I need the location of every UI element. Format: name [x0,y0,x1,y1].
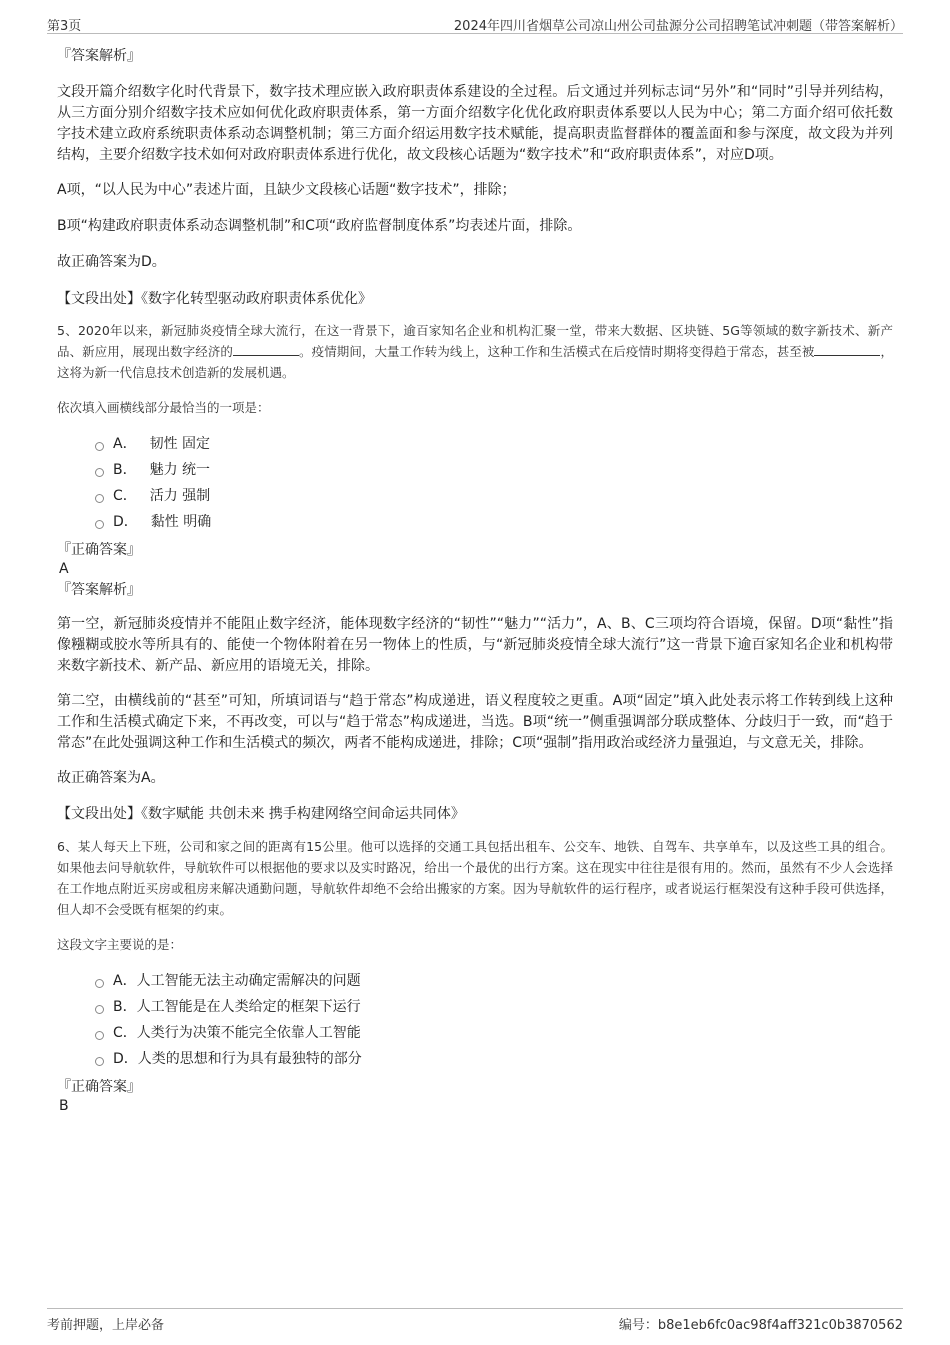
stem-part: 5、2020年以来，新冠肺炎疫情全球大流行，在这一背景下，逾百家知名企业和机构汇聚一堂，带来大数据、区块链、5G等领域的数字新技术、新产品、新应用，展现出数字经济的 [57,323,893,359]
header-divider [47,33,903,34]
radio-icon[interactable] [95,1057,104,1066]
correct-answer: B [59,1098,69,1114]
question-stem [57,320,893,383]
option-letter: C． [113,488,137,504]
radio-icon[interactable] [95,1031,104,1040]
footer-slogan: 考前押题，上岸必备 [47,1318,165,1333]
radio-icon[interactable] [95,494,104,503]
option-c[interactable] [95,483,893,509]
stem-part: 。疫情期间，大量工作转为线上，这种工作和生活模式在后疫情时期将变得趋于常态，甚至被 [298,344,815,359]
fill-blank [814,343,880,356]
source-citation: 【文段出处】《数字赋能 共创未来 携手构建网络空间命运共同体》 [57,806,465,822]
page-content [57,44,893,1115]
analysis-paragraph: B项“构建政府职责体系动态调整机制”和C项“政府监督制度体系”均表述片面，排除。 [57,218,582,234]
option-d[interactable] [95,1046,893,1072]
analysis-paragraph: 第一空，新冠肺炎疫情并不能阻止数字经济，能体现数字经济的“韧性”“魅力”“活力”，A、B、C三项均符合语境，保留。D项“黏性”指像糨糊或胶水等所具有的、能使一个物体附着在另一物体上的性质，与“新冠肺炎疫情全球大流行”这一背景下逾百家知名企业和机构带来数字新技术、新产品、新应用的语境无关，排除。 [57,616,893,674]
option-letter: A． [113,436,137,452]
option-text: 人工智能是在人类给定的框架下运行 [136,999,361,1015]
stem-part: ，这将为新一代信息技术创造新的发展机遇。 [57,344,893,380]
analysis-tag: 『答案解析』 [57,48,141,64]
answer-conclusion: 故正确答案为A。 [57,770,165,786]
page-number: 第3页 [47,19,82,34]
analysis-paragraph: 第二空，由横线前的“甚至”可知，所填词语与“趋于常态”构成递进，语义程度较之更重。A项“固定”填入此处表示将工作转到线上这种工作和生活模式确定下来，不再改变，可以与“趋于常态”构成递进，当选。B项“统一”侧重强调部分联成整体、分歧归于一致，而“趋于常态”在此处强调这种工作和生活模式的频次，两者不能构成递进，排除；C项“强制”指用政治或经济力量强迫，与文意无关，排除。 [57,693,893,751]
source-citation: 【文段出处】《数字化转型驱动政府职责体系优化》 [57,291,372,307]
option-a[interactable] [95,968,893,994]
option-letter: D． [113,514,138,530]
option-letter: C． [113,1025,137,1041]
question-prompt: 依次填入画横线部分最恰当的一项是： [57,400,270,415]
option-b[interactable] [95,994,893,1020]
question-stem: 6、某人每天上下班，公司和家之间的距离有15公里。他可以选择的交通工具包括出租车、公交车、地铁、自驾车、共享单车，以及这些工具的组合。如果他去问导航软件，导航软件可以根据他的要求以及实时路况，给出一个最优的出行方案。这在现实中往往是很有用的。然而，虽然有不少人会选择在工作地点附近买房或租房来解决通勤问题，导航软件却绝不会给出搬家的方案。因为导航软件的运行程序，或者说运行框架没有这种手段可供选择，但人却不会受既有框架的约束。 [57,839,893,917]
option-d[interactable] [95,509,893,535]
option-list [57,431,893,535]
correct-answer: A [59,561,69,577]
radio-icon[interactable] [95,979,104,988]
option-text: 活力 强制 [149,488,211,504]
answer-conclusion: 故正确答案为D。 [57,254,166,270]
fill-blank [233,343,299,356]
option-c[interactable] [95,1020,893,1046]
footer-divider [47,1308,903,1309]
option-letter: B． [113,462,137,478]
document-title: 2024年四川省烟草公司凉山州公司盐源分公司招聘笔试冲刺题（带答案解析） [453,19,903,34]
analysis-tag: 『答案解析』 [57,582,141,598]
option-text: 黏性 明确 [150,514,212,530]
radio-icon[interactable] [95,468,104,477]
correct-answer-tag: 『正确答案』 [57,1079,141,1095]
radio-icon[interactable] [95,442,104,451]
option-letter: A． [113,973,137,989]
correct-answer-tag: 『正确答案』 [57,542,141,558]
option-letter: D． [113,1051,138,1067]
option-text: 人类的思想和行为具有最独特的部分 [137,1051,362,1067]
radio-icon[interactable] [95,520,104,529]
document-id: 编号：b8e1eb6fc0ac98f4aff321c0b3870562 [618,1318,903,1333]
option-a[interactable] [95,431,893,457]
option-text: 韧性 固定 [149,436,211,452]
analysis-paragraph: 文段开篇介绍数字化时代背景下，数字技术理应嵌入政府职责体系建设的全过程。后文通过并列标志词“另外”和“同时”引导并列结构，从三方面分别介绍数字技术应如何优化政府职责体系，第一方面介绍数字化优化政府职责体系要以人民为中心；第二方面介绍可依托数字技术建立政府系统职责体系动态调整机制；第三方面介绍运用数字技术赋能，提高职责监督群体的覆盖面和参与深度，故文段为并列结构，主要介绍数字技术如何对政府职责体系进行优化，故文段核心话题为“数字技术”和“政府职责体系”，对应D项。 [57,84,893,163]
option-letter: B． [113,999,137,1015]
radio-icon[interactable] [95,1005,104,1014]
option-text: 人工智能无法主动确定需解决的问题 [136,973,361,989]
analysis-paragraph: A项，“以人民为中心”表述片面，且缺少文段核心话题“数字技术”，排除； [57,182,516,198]
option-b[interactable] [95,457,893,483]
option-text: 人类行为决策不能完全依靠人工智能 [136,1025,361,1041]
question-prompt: 这段文字主要说的是： [57,937,183,952]
option-list [57,968,893,1072]
option-text: 魅力 统一 [149,462,211,478]
